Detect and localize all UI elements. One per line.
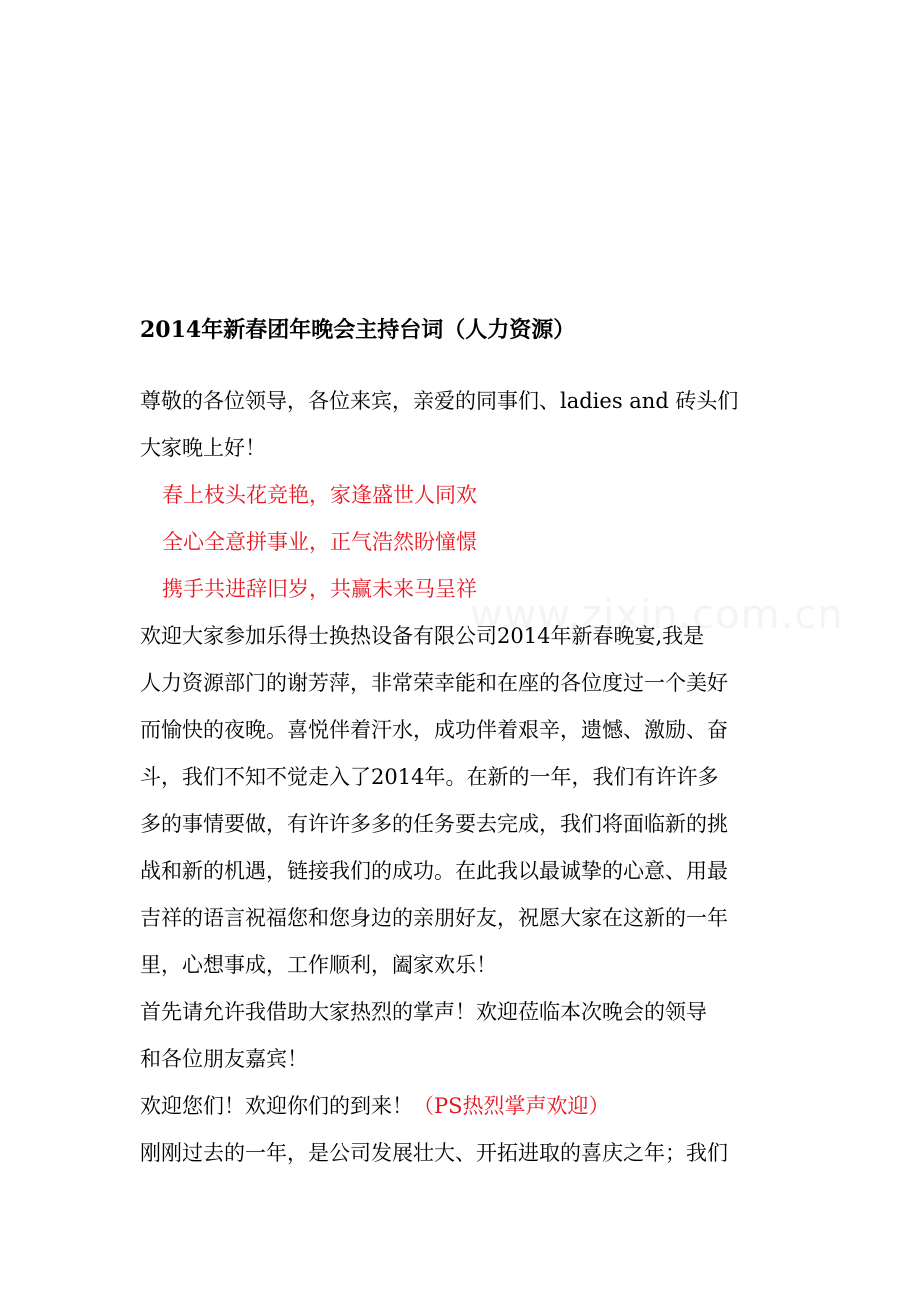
paragraph-line: 吉祥的语言祝福您和您身边的亲朋好友，祝愿大家在这新的一年 xyxy=(140,906,728,930)
paragraph-line: 里，心想事成，工作顺利，阖家欢乐！ xyxy=(140,953,497,977)
couplet-line-3: 携手共进辞旧岁，共赢未来马呈祥 xyxy=(162,577,477,601)
document-title: 2014年新春团年晚会主持台词（人力资源） xyxy=(140,317,576,343)
paragraph-line: 而愉快的夜晚。喜悦伴着汗水，成功伴着艰辛，遗憾、激励、奋 xyxy=(140,718,728,742)
paragraph-line: 刚刚过去的一年，是公司发展壮大、开拓进取的喜庆之年；我们 xyxy=(140,1141,728,1165)
welcome-text: 欢迎您们！欢迎你们的到来！ xyxy=(140,1094,413,1118)
stage-note: （PS热烈掌声欢迎） xyxy=(413,1094,610,1118)
paragraph-line: 战和新的机遇，链接我们的成功。在此我以最诚挚的心意、用最 xyxy=(140,859,728,883)
paragraph-line: 人力资源部门的谢芳萍，非常荣幸能和在座的各位度过一个美好 xyxy=(140,671,728,695)
paragraph-line: 和各位朋友嘉宾！ xyxy=(140,1047,308,1071)
welcome-line xyxy=(140,1083,788,1130)
paragraph-line: 欢迎大家参加乐得士换热设备有限公司2014年新春晚宴,我是 xyxy=(140,624,705,648)
couplet-line-2: 全心全意拼事业，正气浩然盼憧憬 xyxy=(162,530,477,554)
paragraph-line: 首先请允许我借助大家热烈的掌声！欢迎莅临本次晚会的领导 xyxy=(140,1000,707,1024)
couplet-line-1: 春上枝头花竞艳，家逢盛世人同欢 xyxy=(162,483,477,507)
document-body xyxy=(140,378,788,1177)
greeting-line-1: 尊敬的各位领导，各位来宾，亲爱的同事们、ladies and 砖头们 xyxy=(140,389,739,413)
paragraph-line: 斗，我们不知不觉走入了2014年。在新的一年，我们有许许多 xyxy=(140,765,719,789)
paragraph-line: 多的事情要做，有许许多多的任务要去完成，我们将面临新的挑 xyxy=(140,812,728,836)
greeting-line-2: 大家晚上好！ xyxy=(140,436,266,460)
watermark: www.zixin.com.cn xyxy=(470,592,844,638)
